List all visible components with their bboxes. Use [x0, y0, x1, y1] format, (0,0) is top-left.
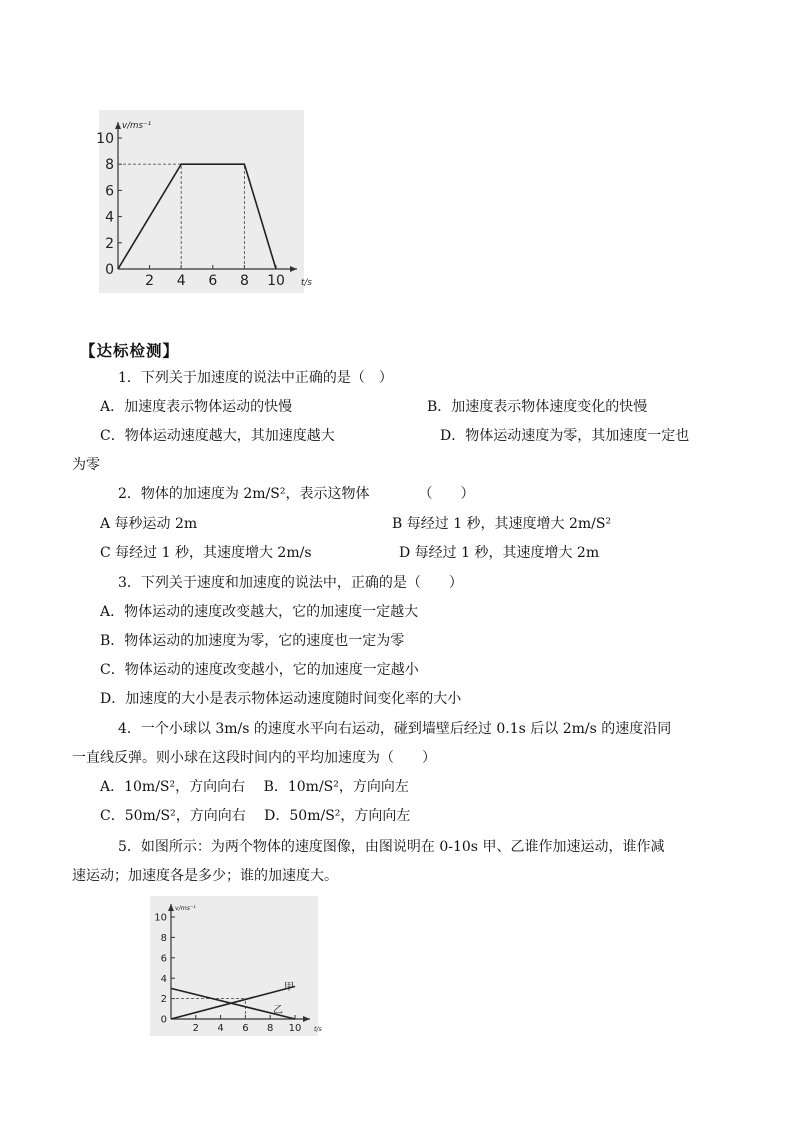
graph1-x-tick-label: 6 [208, 273, 218, 289]
graph2-y-tick-label: 6 [160, 953, 167, 965]
graph2-y-tick-label: 4 [160, 973, 167, 985]
q2-option-b: B 每经过 1 秒，其速度增大 2m/S² [392, 516, 612, 532]
graph1-y-tick-label: 0 [105, 262, 114, 279]
graph2-x-tick-label: 10 [288, 1023, 302, 1034]
q2-option-a: A 每秒运动 2m [100, 516, 198, 532]
graph2-y-arrow [168, 904, 174, 911]
graph2-x-arrow [303, 1016, 310, 1022]
graph1-y-tick-label: 10 [96, 131, 114, 148]
graph2-y-tick-label: 0 [160, 1014, 167, 1026]
graph1-x-arrow [290, 266, 297, 272]
graph1-x-axis-label: t/s [301, 278, 312, 288]
q2-stem: 2．物体的加速度为 2m/S²，表示这物体 （ ） [118, 486, 475, 502]
graph1-y-axis-label: v/ms⁻¹ [122, 121, 152, 131]
q3-option-b: B．物体运动的加速度为零，它的速度也一定为零 [100, 633, 405, 649]
graph2-y-axis-label: v/ms⁻¹ [175, 905, 196, 912]
graph2-y-tick-label: 2 [160, 994, 167, 1006]
velocity-time-graph-1 [96, 110, 312, 293]
q2-option-c: C 每经过 1 秒，其速度增大 2m/s [100, 545, 312, 561]
q4-stem: 4．一个小球以 3m/s 的速度水平向右运动，碰到墙壁后经过 0.1s 后以 2m/s 的速度沿同 [118, 721, 672, 737]
graph2-y-tick-label: 10 [154, 912, 167, 924]
graph-1-svg [96, 110, 312, 293]
series-label-jia: 甲 [284, 982, 294, 993]
q3-option-c: C．物体运动的速度改变越小，它的加速度一定越小 [100, 662, 419, 678]
graph1-y-tick-label: 8 [105, 157, 114, 174]
q5-stem: 5．如图所示：为两个物体的速度图像，由图说明在 0-10s 甲、乙谁作加速运动，谁作减 [118, 839, 665, 855]
q4-stem-cont: 一直线反弹。则小球在这段时间内的平均加速度为（ ） [72, 750, 436, 766]
q1-option-b: B．加速度表示物体速度变化的快慢 [427, 399, 648, 415]
graph1-x-tick-label: 4 [176, 273, 186, 289]
section-heading: 【达标检测】 [80, 342, 180, 360]
graph2-x-tick-label: 8 [267, 1023, 274, 1034]
graph2-x-tick-label: 6 [242, 1023, 249, 1034]
graph2-x-tick-label: 4 [217, 1023, 224, 1034]
q4-options-ab: A．10m/S²，方向向右 B．10m/S²，方向向左 [100, 779, 409, 795]
q2-option-d: D 每经过 1 秒，其速度增大 2m [399, 545, 600, 561]
graph1-y-tick-label: 4 [105, 209, 114, 226]
graph1-y-tick-label: 2 [105, 235, 114, 252]
velocity-time-graph-2 [150, 896, 322, 1036]
q3-stem: 3．下列关于速度和加速度的说法中，正确的是（ ） [118, 575, 463, 591]
graph1-x-tick-label: 8 [239, 273, 249, 289]
q1-option-c: C．物体运动速度越大，其加速度越大 [100, 428, 335, 444]
graph1-y-arrow [115, 122, 121, 129]
graph1-x-tick-label: 10 [267, 273, 285, 289]
graph2-x-axis-label: t/s [314, 1026, 322, 1033]
q3-option-a: A．物体运动的速度改变越大，它的加速度一定越大 [100, 604, 419, 620]
graph-2-svg [150, 896, 322, 1036]
q1-option-d-cont: 为零 [72, 457, 100, 473]
q1-stem: 1．下列关于加速度的说法中正确的是（ ） [118, 370, 393, 386]
graph2-x-tick-label: 2 [192, 1023, 199, 1034]
q4-options-cd: C．50m/S²，方向向右 D．50m/S²，方向向左 [100, 808, 411, 824]
graph1-series-1-line [118, 164, 276, 269]
q3-option-d: D．加速度的大小是表示物体运动速度随时间变化率的大小 [100, 691, 462, 707]
graph1-x-tick-label: 2 [145, 273, 155, 289]
graph2-y-tick-label: 8 [160, 933, 167, 944]
graph1-y-tick-label: 6 [105, 183, 114, 200]
q5-stem-cont: 速运动；加速度各是多少；谁的加速度大。 [72, 868, 338, 884]
q1-option-a: A．加速度表示物体运动的快慢 [100, 399, 293, 415]
q1-option-d: D．物体运动速度为零，其加速度一定也 [440, 428, 690, 444]
series-label-yi: 乙 [273, 1005, 283, 1016]
